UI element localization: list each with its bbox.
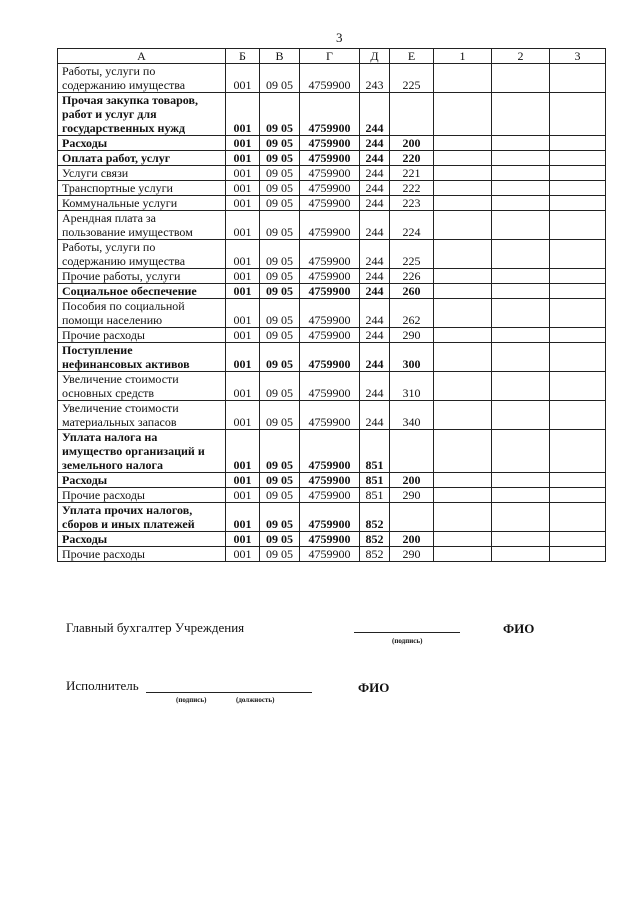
col-header-e: Е [390,49,434,64]
col-b-cell: 001 [226,473,260,488]
col-b-cell: 001 [226,64,260,93]
table-row [58,473,606,488]
col-2-cell [492,93,550,136]
table-header-row [58,49,606,64]
col-1-cell [434,372,492,401]
col-2-cell [492,196,550,211]
col-header-3: 3 [550,49,606,64]
col-1-cell [434,64,492,93]
col-v-cell: 09 05 [260,211,300,240]
row-name-cell [58,196,226,211]
table-row [58,93,606,136]
col-1-cell [434,181,492,196]
col-d-cell: 244 [360,269,390,284]
col-2-cell [492,299,550,328]
col-e-cell: 225 [390,64,434,93]
col-g-cell: 4759900 [300,430,360,473]
budget-table [57,48,606,562]
row-name-cell [58,93,226,136]
col-header-1: 1 [434,49,492,64]
row-name-line: работ и услуг для [62,107,157,121]
col-d-cell: 244 [360,181,390,196]
col-3-cell [550,372,606,401]
col-g-cell: 4759900 [300,401,360,430]
col-3-cell [550,181,606,196]
col-g-cell: 4759900 [300,299,360,328]
col-1-cell [434,284,492,299]
col-3-cell [550,269,606,284]
row-name-cell [58,430,226,473]
col-1-cell [434,196,492,211]
col-e-cell: 260 [390,284,434,299]
col-v-cell: 09 05 [260,328,300,343]
col-3-cell [550,240,606,269]
row-name-line: Прочие расходы [62,488,145,502]
col-3-cell [550,166,606,181]
col-v-cell: 09 05 [260,151,300,166]
executor-signature-line [146,692,312,693]
col-b-cell: 001 [226,547,260,562]
col-g-cell: 4759900 [300,547,360,562]
col-3-cell [550,136,606,151]
col-2-cell [492,64,550,93]
row-name-line: Транспортные услуги [62,181,173,195]
table-row [58,328,606,343]
col-header-b: Б [226,49,260,64]
col-b-cell: 001 [226,328,260,343]
row-name-line: Расходы [62,473,108,487]
row-name-cell [58,136,226,151]
row-name-cell [58,269,226,284]
chief-accountant-fio: ФИО [503,621,535,636]
col-g-cell: 4759900 [300,166,360,181]
col-b-cell: 001 [226,503,260,532]
col-v-cell: 09 05 [260,372,300,401]
col-2-cell [492,284,550,299]
col-1-cell [434,151,492,166]
col-g-cell: 4759900 [300,240,360,269]
col-d-cell: 244 [360,151,390,166]
table-row [58,166,606,181]
col-2-cell [492,532,550,547]
col-v-cell: 09 05 [260,269,300,284]
col-2-cell [492,328,550,343]
row-name-cell [58,401,226,430]
col-3-cell [550,196,606,211]
col-b-cell: 001 [226,181,260,196]
row-name-line: Арендная плата за [62,211,156,225]
col-b-cell: 001 [226,488,260,503]
col-1-cell [434,343,492,372]
col-e-cell: 226 [390,269,434,284]
chief-accountant-label: Главный бухгалтер Учреждения [66,620,245,635]
row-name-line: нефинансовых активов [62,357,190,371]
row-name-line: Услуги связи [62,166,129,180]
col-1-cell [434,269,492,284]
table-row [58,503,606,532]
col-g-cell: 4759900 [300,136,360,151]
col-b-cell: 001 [226,93,260,136]
row-name-line: Работы, услуги по [62,240,156,254]
col-e-cell: 223 [390,196,434,211]
table-row [58,488,606,503]
col-g-cell: 4759900 [300,269,360,284]
row-name-line: земельного налога [62,458,163,472]
executor-signature-caption: (подпись) [176,696,207,704]
col-g-cell: 4759900 [300,211,360,240]
col-1-cell [434,488,492,503]
col-v-cell: 09 05 [260,93,300,136]
col-e-cell: 290 [390,547,434,562]
row-name-line: содержанию имущества [62,254,186,268]
col-v-cell: 09 05 [260,181,300,196]
col-b-cell: 001 [226,151,260,166]
col-1-cell [434,532,492,547]
col-g-cell: 4759900 [300,181,360,196]
col-3-cell [550,473,606,488]
col-v-cell: 09 05 [260,401,300,430]
col-1-cell [434,473,492,488]
col-d-cell: 852 [360,503,390,532]
col-b-cell: 001 [226,343,260,372]
col-d-cell: 244 [360,93,390,136]
row-name-line: государственных нужд [62,121,186,135]
col-header-g: Г [300,49,360,64]
col-b-cell: 001 [226,240,260,269]
col-d-cell: 244 [360,284,390,299]
col-v-cell: 09 05 [260,166,300,181]
table-row [58,196,606,211]
col-b-cell: 001 [226,269,260,284]
table-row [58,430,606,473]
col-d-cell: 244 [360,240,390,269]
col-3-cell [550,532,606,547]
col-3-cell [550,503,606,532]
col-g-cell: 4759900 [300,372,360,401]
col-v-cell: 09 05 [260,488,300,503]
col-g-cell: 4759900 [300,343,360,372]
row-name-line: Уплата налога на [62,430,158,444]
col-b-cell: 001 [226,532,260,547]
col-v-cell: 09 05 [260,196,300,211]
row-name-line: Прочая закупка товаров, [62,93,198,107]
table-row [58,532,606,547]
page-number: 3 [336,30,343,45]
row-name-line: помощи населению [62,313,163,327]
col-3-cell [550,93,606,136]
row-name-cell [58,211,226,240]
col-g-cell: 4759900 [300,328,360,343]
col-e-cell [390,93,434,136]
col-1-cell [434,211,492,240]
col-d-cell: 244 [360,401,390,430]
col-3-cell [550,151,606,166]
row-name-cell [58,488,226,503]
col-e-cell: 221 [390,166,434,181]
table-row [58,372,606,401]
col-b-cell: 001 [226,430,260,473]
col-1-cell [434,401,492,430]
row-name-line: основных средств [62,386,155,400]
table-row [58,211,606,240]
row-name-line: содержанию имущества [62,78,186,92]
row-name-cell [58,64,226,93]
col-d-cell: 244 [360,136,390,151]
col-3-cell [550,64,606,93]
col-e-cell: 224 [390,211,434,240]
col-1-cell [434,430,492,473]
row-name-cell [58,473,226,488]
col-2-cell [492,503,550,532]
col-v-cell: 09 05 [260,532,300,547]
col-3-cell [550,211,606,240]
col-2-cell [492,181,550,196]
row-name-line: Прочие работы, услуги [62,269,181,283]
table-row [58,64,606,93]
col-3-cell [550,343,606,372]
col-d-cell: 244 [360,211,390,240]
executor-position-caption: (должность) [236,696,275,704]
col-b-cell: 001 [226,196,260,211]
col-header-v: В [260,49,300,64]
table-row [58,299,606,328]
col-2-cell [492,211,550,240]
col-v-cell: 09 05 [260,430,300,473]
col-g-cell: 4759900 [300,284,360,299]
row-name-line: Уплата прочих налогов, [62,503,193,517]
row-name-line: Пособия по социальной [62,299,185,313]
col-2-cell [492,547,550,562]
chief-accountant-signature-line [354,632,460,633]
row-name-cell [58,181,226,196]
col-1-cell [434,240,492,269]
col-2-cell [492,151,550,166]
row-name-cell [58,547,226,562]
col-3-cell [550,299,606,328]
row-name-cell [58,284,226,299]
row-name-line: сборов и иных платежей [62,517,195,531]
row-name-cell [58,240,226,269]
col-v-cell: 09 05 [260,343,300,372]
col-d-cell: 852 [360,547,390,562]
col-v-cell: 09 05 [260,136,300,151]
col-2-cell [492,430,550,473]
col-d-cell: 244 [360,299,390,328]
col-v-cell: 09 05 [260,547,300,562]
col-v-cell: 09 05 [260,299,300,328]
col-e-cell: 200 [390,473,434,488]
col-2-cell [492,488,550,503]
col-d-cell: 851 [360,488,390,503]
col-1-cell [434,503,492,532]
row-name-line: Работы, услуги по [62,64,156,78]
row-name-cell [58,532,226,547]
col-g-cell: 4759900 [300,473,360,488]
col-d-cell: 851 [360,473,390,488]
col-g-cell: 4759900 [300,151,360,166]
executor-fio: ФИО [358,680,390,695]
row-name-line: Увеличение стоимости [62,401,179,415]
col-e-cell [390,503,434,532]
col-v-cell: 09 05 [260,473,300,488]
col-g-cell: 4759900 [300,488,360,503]
table-row [58,547,606,562]
col-e-cell [390,430,434,473]
row-name-line: материальных запасов [62,415,177,429]
col-1-cell [434,166,492,181]
col-b-cell: 001 [226,211,260,240]
table-row [58,240,606,269]
col-header-2: 2 [492,49,550,64]
table-row [58,284,606,299]
col-e-cell: 222 [390,181,434,196]
col-b-cell: 001 [226,166,260,181]
executor-label: Исполнитель [66,678,139,693]
row-name-line: Прочие расходы [62,328,145,342]
col-g-cell: 4759900 [300,503,360,532]
row-name-cell [58,166,226,181]
col-2-cell [492,166,550,181]
col-e-cell: 340 [390,401,434,430]
col-d-cell: 244 [360,166,390,181]
col-d-cell: 244 [360,328,390,343]
col-1-cell [434,136,492,151]
row-name-line: Оплата работ, услуг [62,151,171,165]
row-name-line: пользование имуществом [62,225,193,239]
col-3-cell [550,488,606,503]
row-name-line: Прочие расходы [62,547,145,561]
col-3-cell [550,430,606,473]
col-1-cell [434,299,492,328]
col-v-cell: 09 05 [260,64,300,93]
col-d-cell: 244 [360,343,390,372]
col-b-cell: 001 [226,401,260,430]
col-2-cell [492,372,550,401]
col-3-cell [550,401,606,430]
col-b-cell: 001 [226,299,260,328]
chief-accountant-signature-caption: (подпись) [392,637,423,645]
row-name-line: Увеличение стоимости [62,372,179,386]
col-d-cell: 244 [360,196,390,211]
row-name-line: Коммунальные услуги [62,196,178,210]
col-b-cell: 001 [226,284,260,299]
col-v-cell: 09 05 [260,284,300,299]
row-name-line: Расходы [62,532,108,546]
col-v-cell: 09 05 [260,240,300,269]
col-g-cell: 4759900 [300,532,360,547]
row-name-line: имущество организаций и [62,444,205,458]
col-3-cell [550,547,606,562]
row-name-cell [58,299,226,328]
table-row [58,181,606,196]
col-d-cell: 851 [360,430,390,473]
col-1-cell [434,547,492,562]
col-2-cell [492,136,550,151]
table-row [58,269,606,284]
col-e-cell: 290 [390,488,434,503]
table-row [58,136,606,151]
col-2-cell [492,269,550,284]
col-3-cell [550,328,606,343]
col-e-cell: 300 [390,343,434,372]
col-e-cell: 200 [390,136,434,151]
col-header-a: А [58,49,226,64]
table-body [58,64,606,562]
col-e-cell: 220 [390,151,434,166]
row-name-cell [58,503,226,532]
col-2-cell [492,240,550,269]
col-2-cell [492,401,550,430]
table-row [58,151,606,166]
col-g-cell: 4759900 [300,196,360,211]
col-d-cell: 244 [360,372,390,401]
col-g-cell: 4759900 [300,93,360,136]
col-e-cell: 262 [390,299,434,328]
col-e-cell: 310 [390,372,434,401]
col-v-cell: 09 05 [260,503,300,532]
row-name-cell [58,372,226,401]
col-b-cell: 001 [226,136,260,151]
col-g-cell: 4759900 [300,64,360,93]
row-name-line: Расходы [62,136,108,150]
col-d-cell: 243 [360,64,390,93]
col-3-cell [550,284,606,299]
row-name-line: Социальное обеспечение [62,284,197,298]
table-row [58,343,606,372]
table-row [58,401,606,430]
col-1-cell [434,328,492,343]
col-e-cell: 225 [390,240,434,269]
row-name-cell [58,328,226,343]
col-2-cell [492,343,550,372]
row-name-cell [58,343,226,372]
row-name-line: Поступление [62,343,133,357]
col-2-cell [492,473,550,488]
row-name-cell [58,151,226,166]
col-d-cell: 852 [360,532,390,547]
col-1-cell [434,93,492,136]
col-e-cell: 290 [390,328,434,343]
col-e-cell: 200 [390,532,434,547]
col-b-cell: 001 [226,372,260,401]
col-header-d: Д [360,49,390,64]
